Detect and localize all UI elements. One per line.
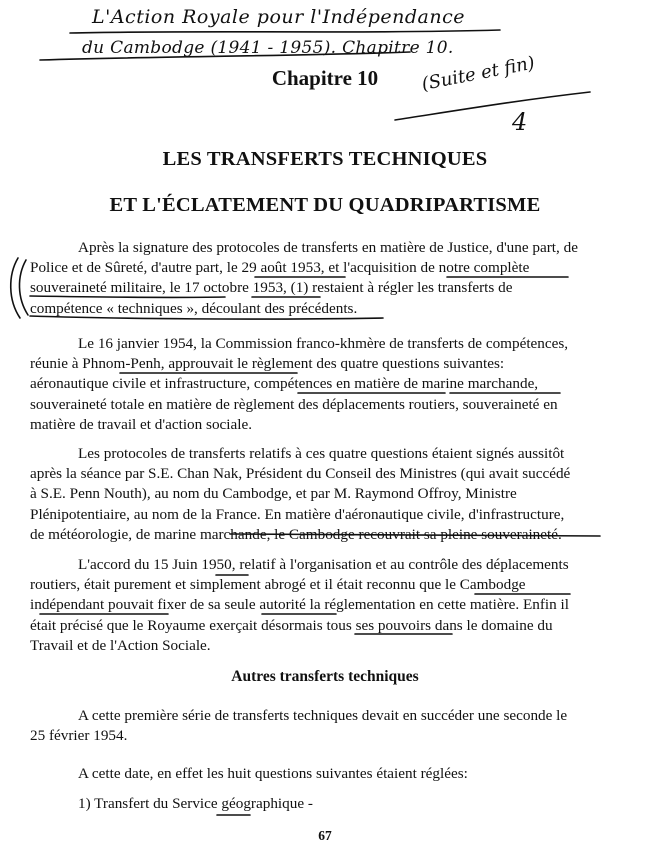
- paragraph-line: aéronautique civile et infrastructure, compétences en matière de marine marchande,: [30, 375, 539, 393]
- paragraph: [30, 334, 622, 435]
- paragraph-line: matière de travail et d'action sociale.: [30, 415, 253, 433]
- paragraph-line: de météorologie, de marine marchande, le Cambodge recouvrait sa pleine souveraineté.: [30, 525, 562, 543]
- paragraph-line: Après la signature des protocoles de transferts en matière de Justice, d'une part, de: [78, 239, 578, 256]
- paragraph-line: Le 16 janvier 1954, la Commission franco-khmère de transferts de compétences,: [78, 335, 569, 352]
- handwritten-side-note: (Suite et fin): [419, 52, 537, 95]
- paragraph-line: indépendant pouvait fixer de sa seule autorité la réglementation en cette matière. Enfin il: [30, 596, 569, 614]
- paragraph-line: L'accord du 15 Juin 1950, relatif à l'organisation et au contrôle des déplacements: [78, 556, 569, 573]
- paragraph: [30, 555, 622, 656]
- paragraph-line: après la séance par S.E. Chan Nak, Président du Conseil des Ministres (qui avait succédé: [30, 465, 571, 483]
- paragraph: [30, 706, 622, 746]
- paragraph-line: à S.E. Penn Nouth), au nom du Cambodge, et par M. Raymond Offroy, Ministre: [30, 485, 517, 503]
- handwritten-underline: [70, 30, 500, 33]
- paragraph-line: souveraineté militaire, le 17 octobre 1953, (1) restaient à régler les transferts de: [30, 279, 513, 297]
- handwritten-title-line: L'Action Royale pour l'Indépendance: [92, 6, 465, 28]
- paragraph-line: Police et de Sûreté, d'autre part, le 29 août 1953, et l'acquisition de notre complète: [30, 259, 530, 277]
- paragraph-line: Plénipotentiaire, au nom de la France. En matière d'aéronautique civile, d'infrastructure,: [30, 505, 565, 523]
- paragraph-line: Travail et de l'Action Sociale.: [30, 636, 211, 654]
- paragraph-line: routiers, était purement et simplement abrogé et il était reconnu que le Cambodge: [30, 576, 526, 594]
- paragraph: [30, 444, 622, 545]
- handwritten-underline: [395, 92, 590, 120]
- handwritten-subtitle-line: du Cambodge (1941 - 1955). Chapitre 10.: [82, 38, 454, 58]
- subsection-heading: Autres transferts techniques: [231, 668, 419, 685]
- paragraph-line: A cette première série de transferts techniques devait en succéder une seconde le: [78, 707, 568, 724]
- margin-bracket: [11, 258, 20, 318]
- paragraph-line: 25 février 1954.: [30, 727, 128, 745]
- paragraph-line: était précisé que le Royaume exerçait désormais tous ses pouvoirs dans le domaine du: [30, 616, 553, 634]
- list-item: 1) Transfert du Service géographique -: [78, 795, 313, 812]
- paragraph-line: réunie à Phnom-Penh, approuvait le règlement des quatre questions suivantes:: [30, 355, 505, 373]
- paragraph-line: souveraineté totale en matière de règlement des déplacements routiers, souveraineté en: [30, 395, 558, 413]
- paragraph: [30, 764, 622, 784]
- paragraph-line: A cette date, en effet les huit questions suivantes étaient réglées:: [78, 765, 468, 782]
- section-heading-line-2: ET L'ÉCLATEMENT DU QUADRIPARTISME: [109, 194, 541, 216]
- margin-bracket: [19, 260, 28, 315]
- section-heading-line-1: LES TRANSFERTS TECHNIQUES: [162, 148, 488, 170]
- chapter-title: Chapitre 10: [271, 66, 379, 90]
- page-number: 67: [318, 828, 332, 843]
- paragraph-line: Les protocoles de transferts relatifs à ces quatre questions étaient signés aussitôt: [78, 445, 565, 462]
- paragraph-line: compétence « techniques », découlant des précédents.: [30, 299, 358, 317]
- handwritten-page-marker: 4: [512, 108, 528, 136]
- paragraph: [30, 238, 622, 319]
